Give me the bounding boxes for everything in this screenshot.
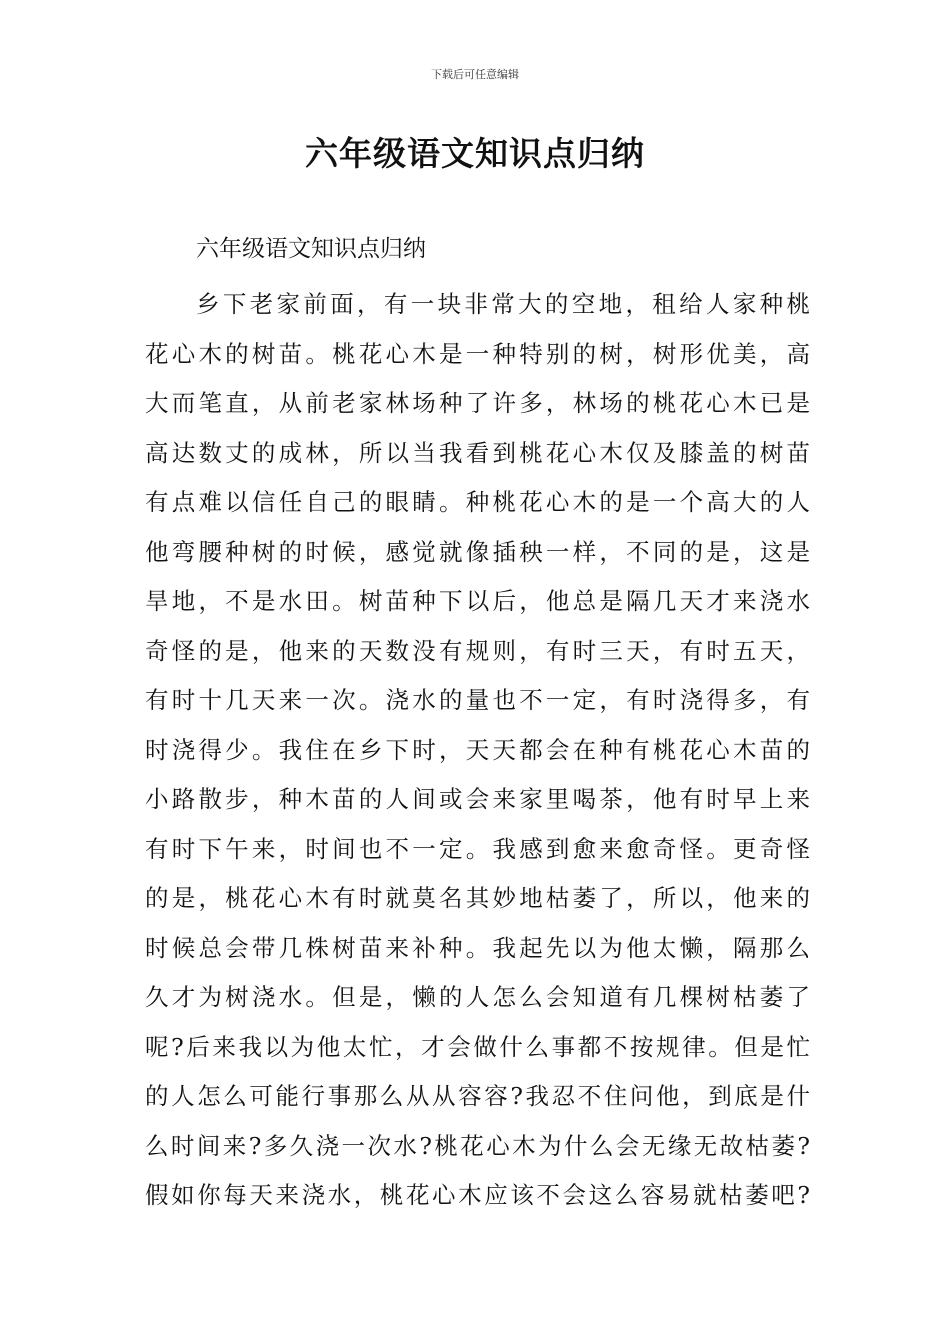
text-line: 旱地，不是水田。树苗种下以后，他总是隔几天才来浇水 — [145, 587, 810, 615]
text-line: 的人怎么可能行事那么从从容容?我忍不住问他，到底是什 — [145, 1082, 810, 1110]
text-line: 有点难以信任自己的眼睛。种桃花心木的是一个高大的人 — [145, 488, 810, 516]
body-text — [145, 280, 810, 1221]
header-note: 下载后可任意编辑 — [431, 68, 519, 81]
text-line: 他弯腰种树的时候，感觉就像插秧一样，不同的是，这是 — [145, 537, 810, 566]
text-line: 时候总会带几株树苗来补种。我起先以为他太懒，隔那么 — [145, 933, 810, 962]
text-line: 花心木的树苗。桃花心木是一种特别的树，树形优美，高 — [145, 339, 810, 368]
text-line: 奇怪的是，他来的天数没有规则，有时三天，有时五天， — [145, 636, 810, 665]
text-line: 有时下午来，时间也不一定。我感到愈来愈奇怪。更奇怪 — [145, 834, 810, 863]
text-line: 高达数丈的成林，所以当我看到桃花心木仅及膝盖的树苗 — [145, 438, 810, 467]
text-line: 假如你每天来浇水，桃花心木应该不会这么容易就枯萎吧? — [145, 1181, 810, 1209]
text-line: 呢?后来我以为他太忙，才会做什么事都不按规律。但是忙 — [145, 1032, 810, 1061]
text-line: 时浇得少。我住在乡下时，天天都会在种有桃花心木苗的 — [145, 735, 810, 764]
text-line: 乡下老家前面，有一块非常大的空地，租给人家种桃 — [196, 290, 810, 318]
text-line: 小路散步，种木苗的人间或会来家里喝茶，他有时早上来 — [145, 785, 810, 813]
document-subtitle: 六年级语文知识点归纳 — [196, 236, 426, 262]
document-title: 六年级语文知识点归纳 — [305, 134, 645, 173]
text-line: 久才为树浇水。但是，懒的人怎么会知道有几棵树枯萎了 — [145, 983, 810, 1011]
text-line: 么时间来?多久浇一次水?桃花心木为什么会无缘无故枯萎? — [145, 1131, 810, 1160]
text-line: 大而笔直，从前老家林场种了许多，林场的桃花心木已是 — [145, 389, 810, 417]
text-line: 有时十几天来一次。浇水的量也不一定，有时浇得多，有 — [145, 686, 810, 714]
text-line: 的是，桃花心木有时就莫名其妙地枯萎了，所以，他来的 — [145, 884, 810, 912]
